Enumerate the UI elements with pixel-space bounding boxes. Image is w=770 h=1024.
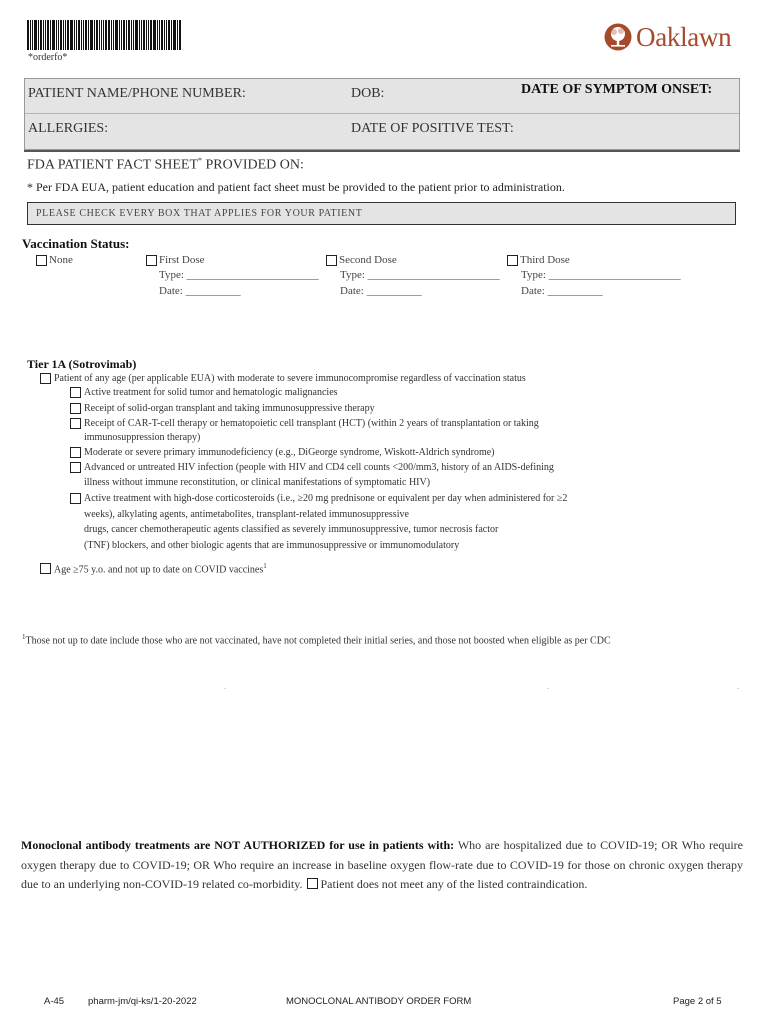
hiv-checkbox[interactable]	[70, 462, 81, 473]
barcode-bar	[40, 20, 42, 50]
footer-form-code: A-45	[44, 996, 65, 1007]
vaccination-status-title: Vaccination Status:	[22, 236, 130, 251]
barcode-bar	[121, 20, 122, 50]
barcode-bar	[113, 20, 114, 50]
footer-page-number: Page 2 of 5	[673, 996, 722, 1007]
barcode-bar	[166, 20, 167, 50]
third-dose-checkbox[interactable]	[507, 255, 518, 266]
barcode-bar	[111, 20, 112, 50]
barcode-bar	[168, 20, 170, 50]
barcode-bar	[108, 20, 110, 50]
symptom-onset-label: DATE OF SYMPTOM ONSET:	[521, 82, 713, 97]
barcode-bar	[115, 20, 118, 50]
barcode-bar	[157, 20, 158, 50]
barcode-bar	[141, 20, 142, 50]
logo-text: Oaklawn	[636, 21, 732, 52]
sub-item-car-t[interactable]	[70, 418, 539, 429]
barcode-bar	[101, 20, 102, 50]
second-dose-option[interactable]	[326, 254, 397, 266]
footnote: $^1$Those not up to date include those who are not vaccinated, have not completed their initial series, and those not boosted when eligible as per CDC	[22, 633, 611, 647]
fda-note: * Per FDA EUA, patient education and patient fact sheet must be provided to the patient prior to administration.	[27, 180, 565, 194]
no-contraindication-label: Patient does not meet any of the listed contraindication.	[320, 877, 588, 891]
barcode-bar	[150, 20, 152, 50]
barcode-bar	[153, 20, 156, 50]
oaklawn-logo	[603, 22, 731, 52]
barcode-bar	[99, 20, 100, 50]
barcode-bar	[131, 20, 132, 50]
patient-info-box	[24, 78, 740, 150]
barcode-bar	[52, 20, 55, 50]
barcode-bar	[146, 20, 147, 50]
barcode-bar	[126, 20, 127, 50]
immunocompromise-label: Patient of any age (per applicable EUA) with moderate to severe immunocompromise regardless of vaccination status	[54, 373, 526, 384]
barcode-bar	[143, 20, 145, 50]
barcode-bar	[38, 20, 39, 50]
solid-tumor-label: Active treatment for solid tumor and hematologic malignancies	[84, 387, 338, 398]
allergies-label: ALLERGIES:	[28, 121, 109, 136]
sub-item-hiv[interactable]	[70, 462, 554, 473]
car-t-label-cont: immunosuppression therapy)	[84, 432, 201, 443]
hiv-label-cont: illness without immune reconstitution, or clinical manifestations of symptomatic HIV)	[84, 477, 431, 488]
barcode-bar	[135, 20, 138, 50]
vaccination-none-option[interactable]	[36, 254, 73, 266]
corticosteroids-label-cont-2: drugs, cancer chemotherapeutic agents classified as severely immunosuppressive, tumor necrosis factor	[84, 524, 499, 535]
barcode-bar	[119, 20, 120, 50]
corticosteroids-checkbox[interactable]	[70, 493, 81, 504]
barcode-bar	[103, 20, 104, 50]
second-dose-date-field[interactable]: Date: __________	[340, 285, 422, 297]
contraindications-heading: Monoclonal antibody treatments are NOT AUTHORIZED for use in patients with:	[21, 838, 455, 852]
barcode-bar	[81, 20, 82, 50]
first-dose-checkbox[interactable]	[146, 255, 157, 266]
hiv-label: Advanced or untreated HIV infection (people with HIV and CD4 cell counts <200/mm3, history of an AIDS-defining	[84, 462, 554, 473]
positive-test-label: DATE OF POSITIVE TEST:	[351, 121, 514, 136]
car-t-label: Receipt of CAR-T-cell therapy or hematopoietic cell transplant (HCT) (within 2 years of transplantation or taking	[84, 418, 539, 429]
barcode-bar	[34, 20, 37, 50]
barcode-bar	[85, 20, 87, 50]
barcode-bar	[148, 20, 149, 50]
barcode-bar	[27, 20, 29, 50]
header-divider	[25, 113, 739, 114]
immunocompromise-checkbox[interactable]	[40, 373, 51, 384]
second-dose-checkbox[interactable]	[326, 255, 337, 266]
barcode-bar	[47, 20, 49, 50]
sub-item-organ-transplant[interactable]	[70, 403, 375, 414]
age-75-item[interactable]	[40, 562, 267, 575]
corticosteroids-label: Active treatment with high-dose corticosteroids (i.e., ≥20 mg prednisone or equivalent per day when administered for ≥2	[84, 493, 568, 504]
sub-item-corticosteroids[interactable]	[70, 493, 567, 504]
third-dose-type-field[interactable]: Type: ________________________	[521, 269, 681, 281]
first-dose-label: First Dose	[159, 254, 205, 266]
immunodeficiency-checkbox[interactable]	[70, 447, 81, 458]
barcode-bar	[123, 20, 125, 50]
barcode-bar	[94, 20, 95, 50]
barcode-bar	[60, 20, 62, 50]
barcode-bar	[173, 20, 176, 50]
first-dose-type-field[interactable]: Type: ________________________	[159, 269, 319, 281]
immunodeficiency-label: Moderate or severe primary immunodeficiency (e.g., DiGeorge syndrome, Wiskott-Aldrich syndrome)	[84, 447, 495, 458]
barcode-bar	[43, 20, 44, 50]
second-dose-label: Second Dose	[339, 254, 397, 266]
fda-fact-sheet-label: FDA PATIENT FACT SHEET* PROVIDED ON:	[27, 156, 304, 173]
barcode-bar	[83, 20, 84, 50]
age-75-checkbox[interactable]	[40, 563, 51, 574]
tree-logo-icon	[603, 22, 633, 52]
third-dose-option[interactable]	[507, 254, 570, 266]
third-dose-date-field[interactable]: Date: __________	[521, 285, 603, 297]
organ-transplant-checkbox[interactable]	[70, 403, 81, 414]
footer-form-name: MONOCLONAL ANTIBODY ORDER FORM	[286, 996, 472, 1007]
barcode-bar	[50, 20, 51, 50]
barcode-bar	[161, 20, 163, 50]
tier-1a-title: Tier 1A (Sotrovimab)	[27, 357, 137, 371]
patient-name-label: PATIENT NAME/PHONE NUMBER:	[28, 86, 246, 101]
barcode	[27, 20, 213, 50]
contraindications-text: Who are hospitalized due to COVID-19; OR Who require oxygen therapy due to COVID-19; OR Who require an increase in baseline oxygen flow-rate due to COVID-19 for those on chronic oxygen therapy due to an underlying non-COVID-19 related co-morbidity.	[21, 838, 743, 891]
dob-label: DOB:	[351, 86, 385, 101]
barcode-bar	[70, 20, 73, 50]
barcode-bar	[90, 20, 93, 50]
barcode-bar	[159, 20, 160, 50]
barcode-bar	[171, 20, 172, 50]
barcode-bar	[74, 20, 75, 50]
barcode-bar	[133, 20, 134, 50]
instruction-banner-text: PLEASE CHECK EVERY BOX THAT APPLIES FOR YOUR PATIENT	[36, 208, 363, 219]
stray-mark: .	[547, 682, 549, 691]
organ-transplant-label: Receipt of solid-organ transplant and taking immunosuppressive therapy	[84, 403, 375, 414]
corticosteroids-label-cont-1: weeks), alkylating agents, antimetabolites, transplant-related immunosuppressive	[84, 509, 409, 520]
barcode-bar	[128, 20, 130, 50]
barcode-bar	[139, 20, 140, 50]
sub-item-immunodeficiency[interactable]	[70, 447, 495, 458]
barcode-bar	[96, 20, 98, 50]
stray-mark: .	[224, 682, 226, 691]
instruction-banner	[27, 202, 736, 225]
footer-revision: pharm-jm/qi-ks/1-20-2022	[88, 996, 197, 1007]
barcode-bar	[67, 20, 69, 50]
stray-mark: .	[737, 682, 739, 691]
barcode-bar	[45, 20, 46, 50]
no-contraindication-checkbox[interactable]	[307, 878, 318, 889]
barcode-bar	[164, 20, 165, 50]
first-dose-option[interactable]	[146, 254, 205, 266]
barcode-bar	[76, 20, 77, 50]
none-checkbox[interactable]	[36, 255, 47, 266]
barcode-bar	[88, 20, 89, 50]
barcode-bar	[65, 20, 66, 50]
barcode-bar	[177, 20, 178, 50]
barcode-bar	[105, 20, 107, 50]
contraindications-paragraph	[21, 836, 743, 895]
barcode-text: *orderfo*	[28, 52, 68, 63]
sub-item-solid-tumor[interactable]	[70, 387, 338, 398]
fda-fact-sheet-section	[24, 150, 740, 202]
age-75-label: Age ≥75 y.o. and not up to date on COVID vaccines$^1$	[54, 562, 267, 576]
none-label: None	[49, 254, 73, 266]
barcode-bar	[63, 20, 64, 50]
solid-tumor-checkbox[interactable]	[70, 387, 81, 398]
barcode-bar	[78, 20, 80, 50]
barcode-bar	[58, 20, 59, 50]
corticosteroids-label-cont-3: (TNF) blockers, and other biologic agents that are immunosuppressive or immunomodulatory	[84, 540, 460, 551]
barcode-bar	[179, 20, 181, 50]
barcode-bar	[56, 20, 57, 50]
third-dose-label: Third Dose	[520, 254, 570, 266]
barcode-bar	[30, 20, 31, 50]
car-t-checkbox[interactable]	[70, 418, 81, 429]
immunocompromise-item[interactable]	[40, 373, 526, 384]
barcode-bar	[32, 20, 33, 50]
first-dose-date-field[interactable]: Date: __________	[159, 285, 241, 297]
second-dose-type-field[interactable]: Type: ________________________	[340, 269, 500, 281]
